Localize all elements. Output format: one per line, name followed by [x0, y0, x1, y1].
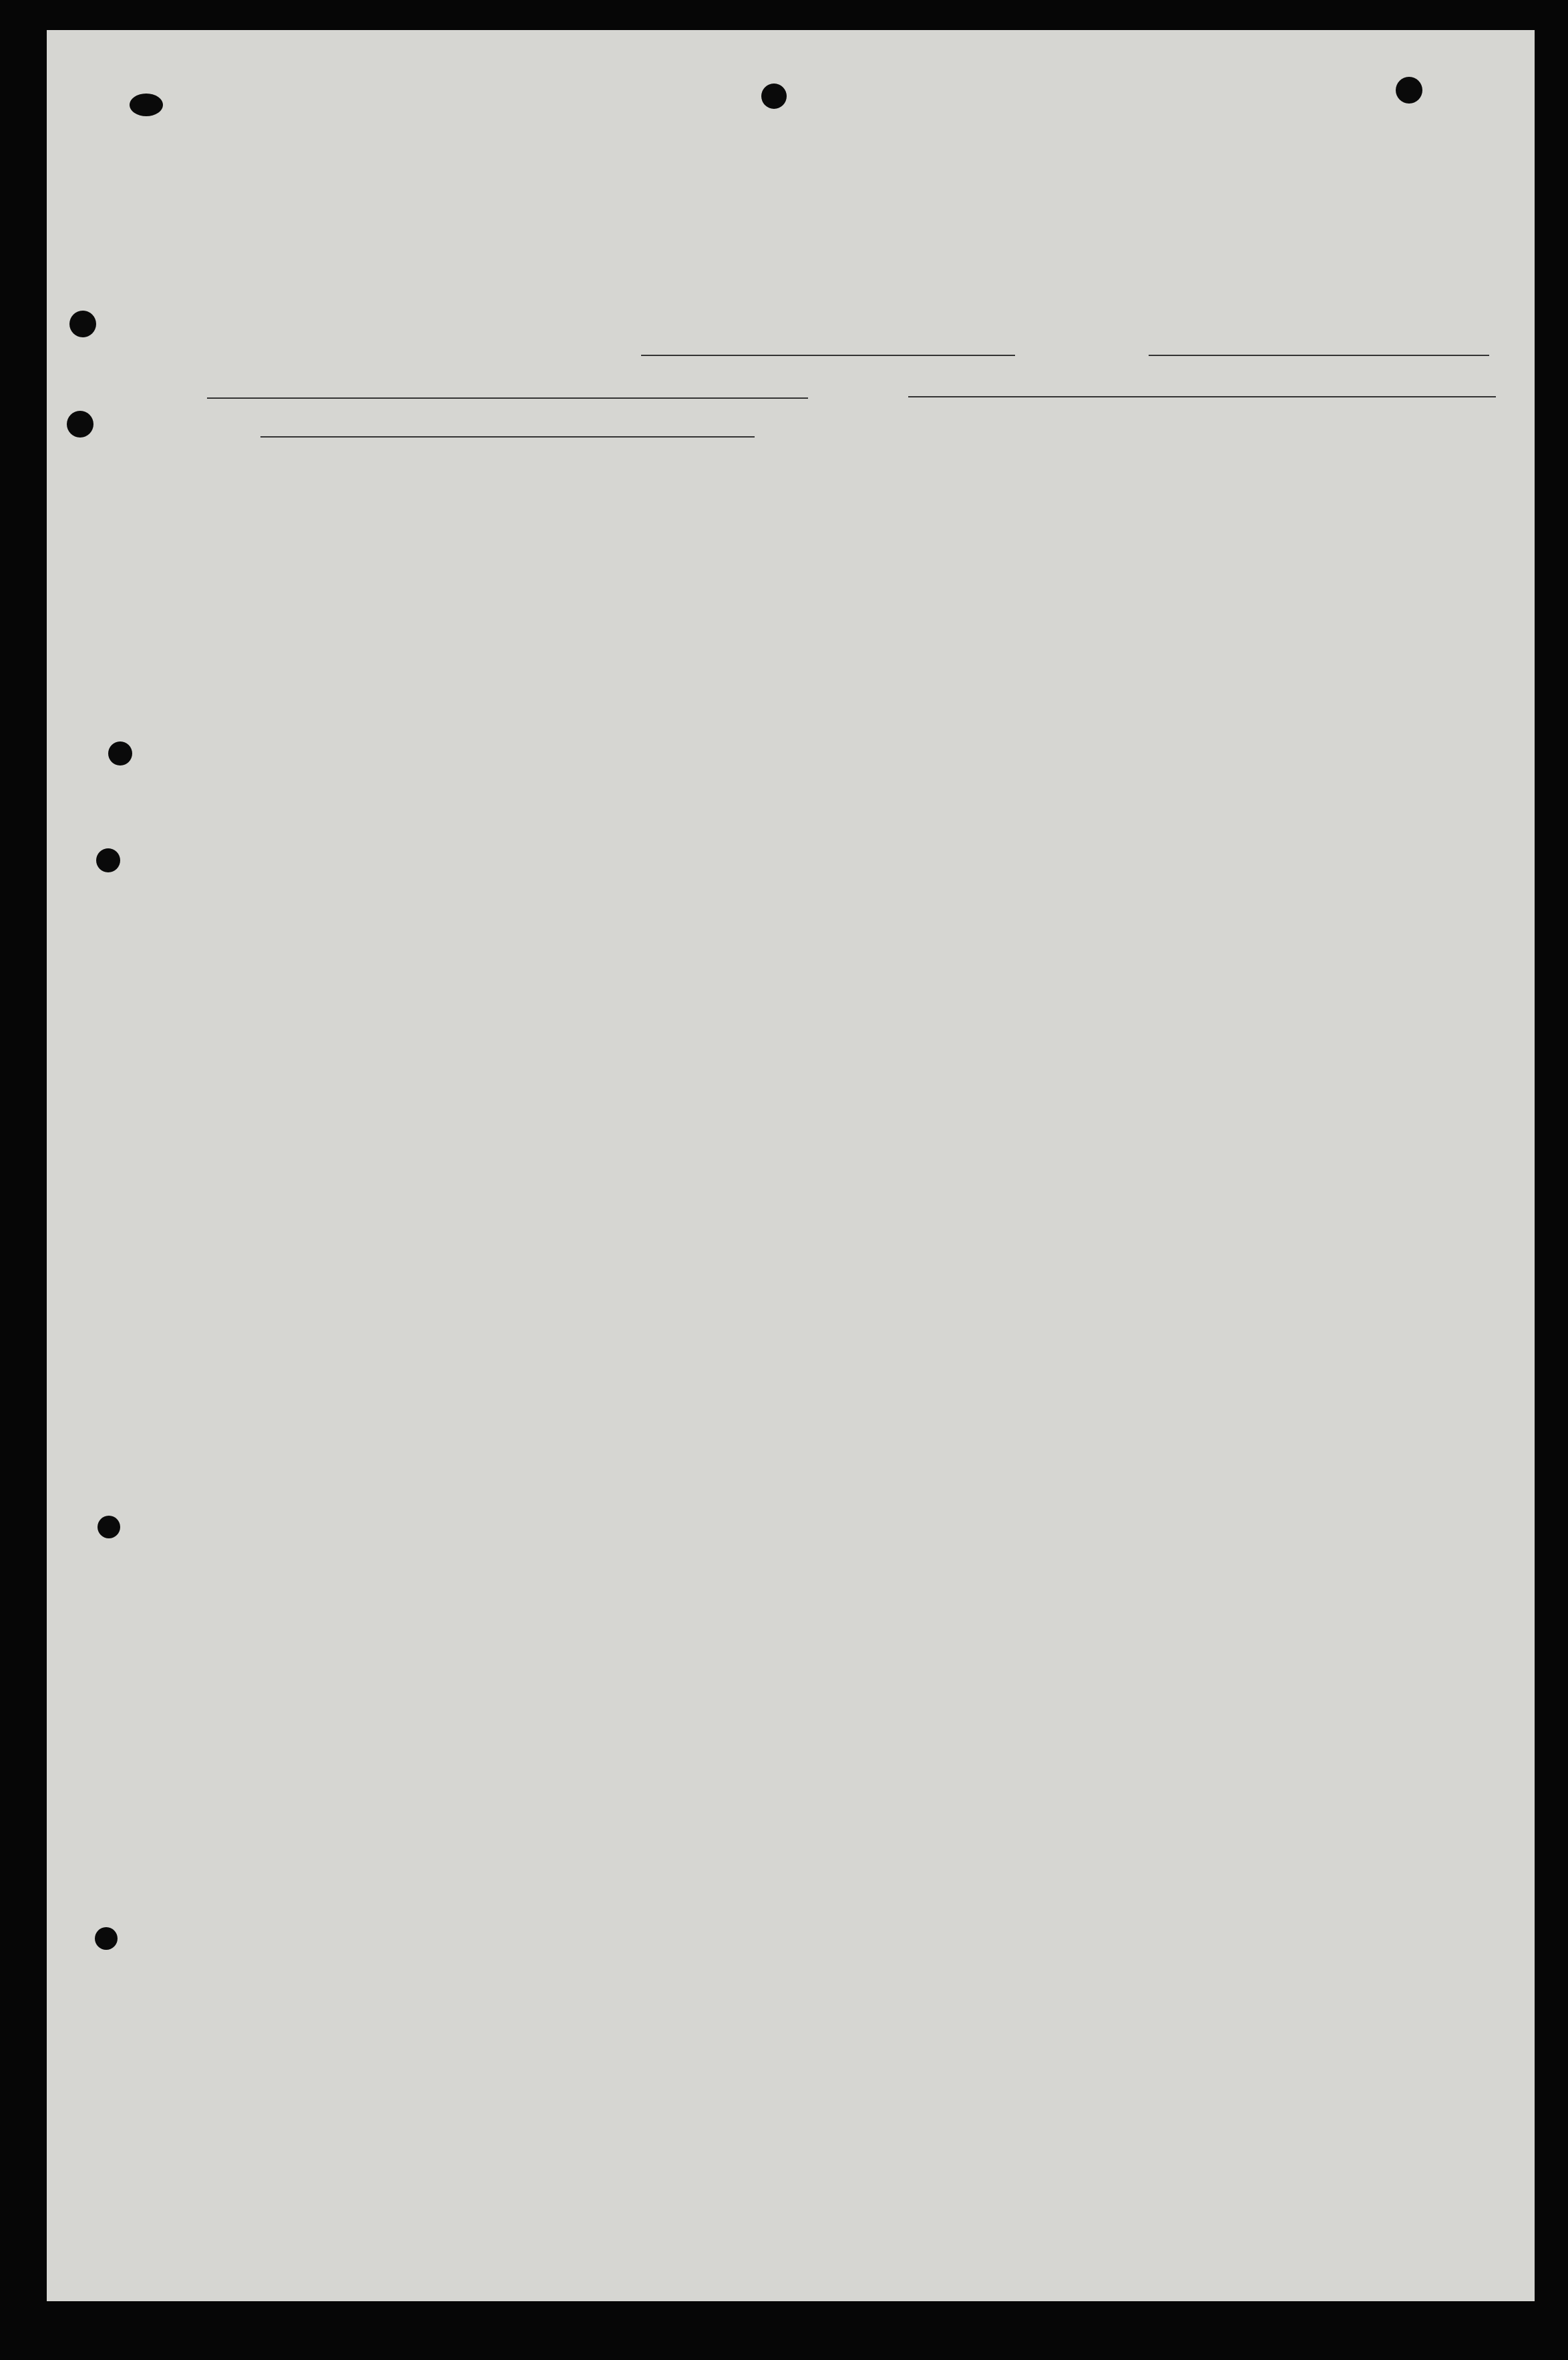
crew-table-grid	[47, 30, 1535, 2301]
crew-list-sheet	[47, 30, 1535, 2301]
